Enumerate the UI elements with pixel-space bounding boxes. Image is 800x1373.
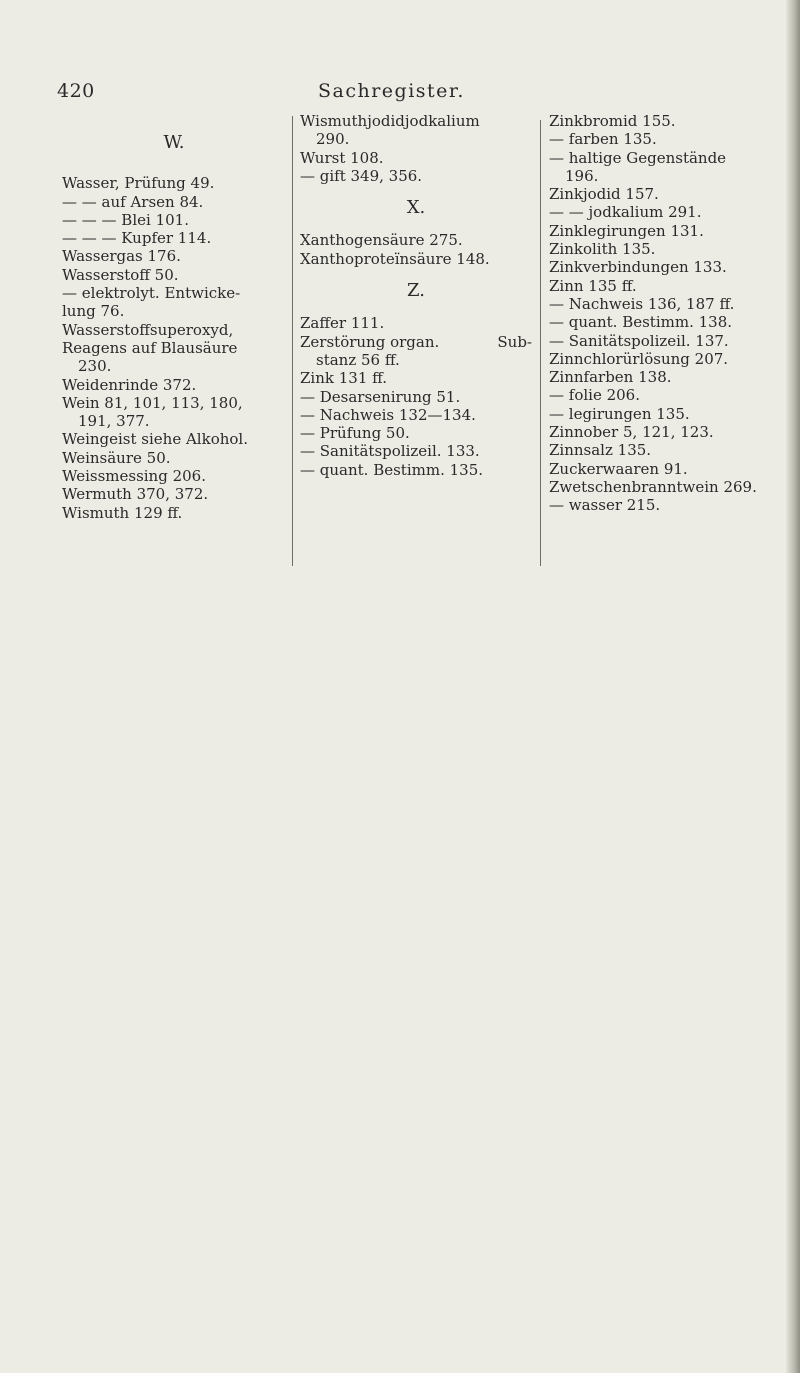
- index-entry: Wurst 108.: [300, 148, 384, 167]
- index-entry: — Sanitätspolizeil. 137.: [549, 331, 729, 350]
- index-entry: Zinn 135 ff.: [549, 276, 637, 295]
- running-head: Sachregister.: [318, 80, 465, 102]
- index-entry: Zinklegirungen 131.: [549, 221, 704, 240]
- index-entry: — Nachweis 132—134.: [300, 405, 476, 424]
- index-entry: Zinkbromid 155.: [549, 112, 676, 130]
- index-entry: — gift 349, 356.: [300, 166, 423, 185]
- index-entry: — Prüfung 50.: [300, 424, 410, 443]
- index-entry: Zinkjodid 157.: [549, 185, 659, 204]
- index-entry: — — — Kupfer 114.: [62, 229, 212, 248]
- index-entry: — wasser 215.: [549, 496, 661, 515]
- index-entry: Zwetschenbranntwein 269.: [549, 477, 757, 496]
- index-entry: — — auf Arsen 84.: [62, 192, 204, 211]
- index-entry: Weidenrinde 372.: [62, 375, 197, 394]
- section-letter-x: X.: [406, 197, 426, 219]
- index-entry: Weissmessing 206.: [62, 467, 206, 486]
- index-entry: Xanthoproteïnsäure 148.: [300, 249, 490, 268]
- page-edge-shadow: [786, 0, 800, 1373]
- index-entry: Zuckerwaaren 91.: [549, 459, 688, 478]
- index-column-1: [62, 112, 286, 522]
- index-entry: — haltige Gegenstände: [549, 148, 727, 167]
- index-entry: [300, 333, 532, 351]
- index-entry-continuation: 290.: [316, 130, 350, 149]
- index-entry: Zinnsalz 135.: [549, 441, 652, 460]
- index-entry: Zinkolith 135.: [549, 240, 656, 259]
- index-entry: Wasserstoffsuperoxyd,: [62, 320, 234, 339]
- index-entry: — Desarsenirung 51.: [300, 387, 461, 406]
- index-entry: — quant. Bestimm. 138.: [549, 313, 733, 332]
- index-entry: — farben 135.: [549, 130, 657, 149]
- index-entry: — quant. Bestimm. 135.: [300, 460, 484, 479]
- index-entry: Wassergas 176.: [62, 247, 181, 266]
- index-column-3: [549, 112, 781, 515]
- index-entry: — Nachweis 136, 187 ff.: [549, 294, 735, 313]
- index-column-2: [300, 112, 532, 479]
- index-entry: Zinnober 5, 121, 123.: [549, 423, 714, 442]
- index-entry-continuation: 191, 377.: [78, 412, 150, 431]
- index-entry: Wismuthjodidjodkalium: [300, 112, 480, 130]
- index-entry-continuation: lung 76.: [62, 302, 125, 321]
- index-entry: Zinkverbindungen 133.: [549, 258, 727, 277]
- index-entry-continuation: Reagens auf Blausäure: [62, 338, 238, 357]
- index-entry: Wein 81, 101, 113, 180,: [62, 393, 243, 412]
- index-entry: — — jodkalium 291.: [549, 203, 702, 222]
- index-entry: Zaffer 111.: [300, 314, 385, 333]
- index-entry: — folie 206.: [549, 386, 640, 405]
- index-entry: — Sanitätspolizeil. 133.: [300, 442, 480, 461]
- index-entry: Wermuth 370, 372.: [62, 485, 209, 504]
- index-entry: Weingeist siehe Alkohol.: [62, 430, 248, 449]
- index-entry: Wasser, Prüfung 49.: [62, 174, 215, 193]
- column-rule-right: [540, 120, 541, 566]
- index-entry-part: Sub-: [497, 332, 532, 351]
- page-number: 420: [57, 80, 95, 102]
- column-rule-left: [292, 116, 293, 566]
- index-entry: Weinsäure 50.: [62, 448, 171, 467]
- index-entry: — legirungen 135.: [549, 404, 690, 423]
- index-entry: Zinnfarben 138.: [549, 368, 672, 387]
- index-entry: — — — Blei 101.: [62, 210, 189, 229]
- index-entry: Wasserstoff 50.: [62, 265, 179, 284]
- index-entry: Wismuth 129 ff.: [62, 503, 183, 522]
- index-entry: Zink 131 ff.: [300, 369, 388, 388]
- index-entry: Zinnchlorürlösung 207.: [549, 349, 729, 368]
- section-letter-w: W.: [163, 132, 185, 153]
- index-entry-continuation: 196.: [565, 166, 599, 185]
- index-entry: — elektrolyt. Entwicke-: [62, 284, 241, 303]
- section-letter-z: Z.: [407, 280, 425, 302]
- index-entry-part: Zerstörung organ.: [300, 332, 440, 351]
- index-entry: Xanthogensäure 275.: [300, 231, 463, 250]
- index-entry-continuation: stanz 56 ff.: [316, 350, 400, 369]
- index-entry-continuation: 230.: [78, 357, 112, 376]
